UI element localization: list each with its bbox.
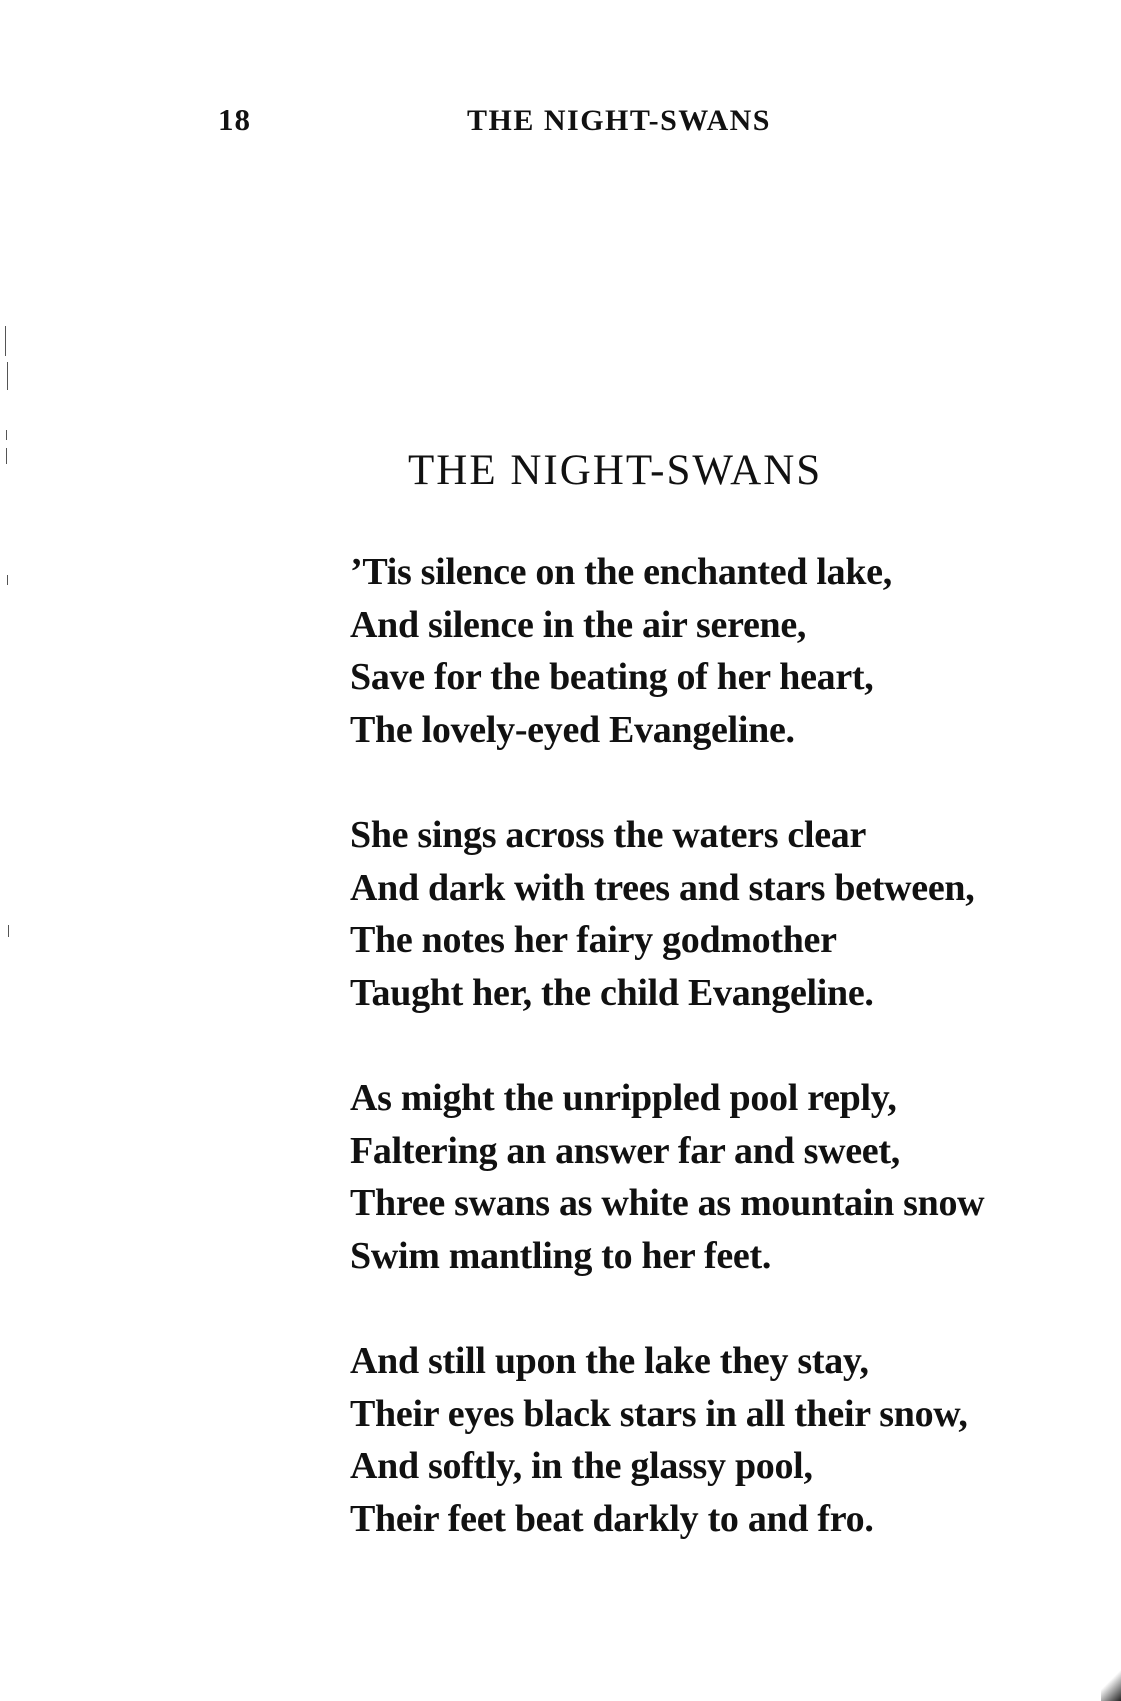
page-number: 18: [218, 102, 251, 137]
poem-line: Save for the beating of her heart,: [350, 656, 874, 698]
scan-corner-shade: [1101, 1651, 1121, 1701]
running-head: THE NIGHT-SWANS: [467, 104, 771, 137]
poem-line: ’Tis silence on the enchanted lake,: [350, 551, 892, 593]
stanza: [350, 809, 1050, 1019]
poem-line: And dark with trees and stars between,: [350, 866, 975, 909]
poem-line: Their feet beat darkly to and fro.: [350, 1497, 874, 1540]
poem-line: As might the unrippled pool reply,: [350, 1077, 897, 1119]
scan-edge-mark: [6, 430, 7, 440]
stanza: [350, 1072, 1050, 1282]
poem-line: Faltering an answer far and sweet,: [350, 1129, 900, 1172]
poem-line: And still upon the lake they stay,: [350, 1340, 869, 1382]
poem-line: The lovely-eyed Evangeline.: [350, 708, 795, 751]
stanza: [350, 1335, 1050, 1545]
poem-line: And softly, in the glassy pool,: [350, 1445, 813, 1487]
poem-line: She sings across the waters clear: [350, 814, 867, 856]
scan-edge-mark: [8, 925, 9, 937]
scan-edge-mark: [7, 575, 8, 585]
poem-line: Three swans as white as mountain snow: [350, 1182, 985, 1224]
poem-line: And silence in the air serene,: [350, 603, 807, 646]
poem-line: Taught her, the child Evangeline.: [350, 971, 874, 1014]
scan-edge-mark: [7, 362, 8, 390]
scan-edge-mark: [6, 448, 7, 464]
poem-body: [350, 546, 1050, 1598]
poem-line: Swim mantling to her feet.: [350, 1234, 772, 1277]
scan-edge-mark: [5, 326, 6, 356]
stanza: [350, 546, 1050, 756]
poem-line: Their eyes black stars in all their snow,: [350, 1392, 968, 1435]
poem-line: The notes her fairy godmother: [350, 919, 837, 961]
poem-title: THE NIGHT-SWANS: [408, 447, 823, 494]
